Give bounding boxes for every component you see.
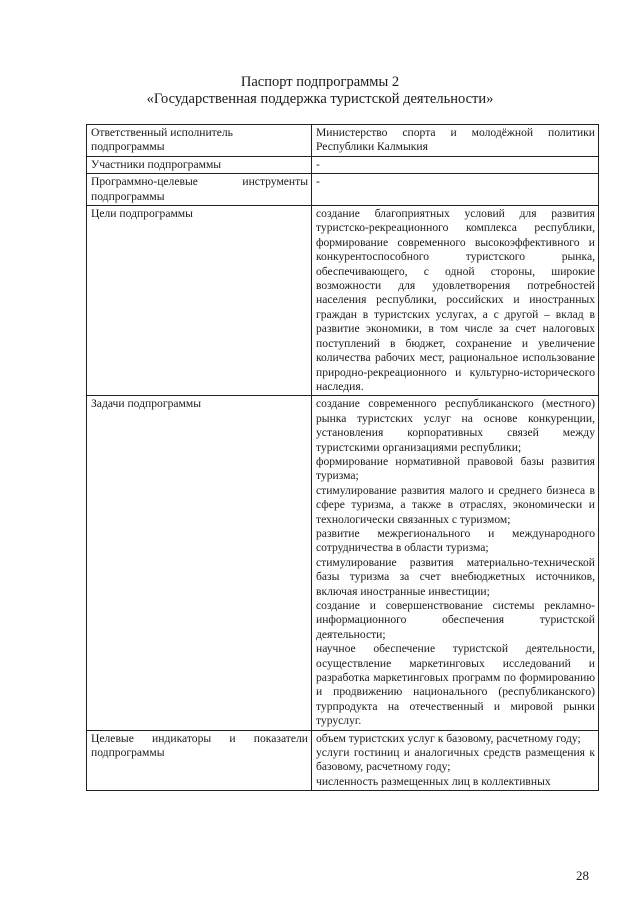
value-line: численность размещенных лиц в коллективных (316, 774, 551, 788)
row-label: Участники подпрограммы (87, 156, 312, 173)
row-value (312, 396, 599, 730)
value-line: создание современного республиканского (местного) рынка туристских услуг на основе конкуренции, установления корпоративных связей между туристскими организациями республики; (316, 397, 595, 454)
value-line: услуги гостиниц и аналогичных средств размещения к базовому, расчетному году; (316, 746, 595, 774)
value-line: формирование нормативной правовой базы развития туризма; (316, 454, 595, 483)
passport-table (86, 124, 599, 791)
value-line: - (316, 157, 320, 171)
document-title (0, 74, 640, 108)
table-row (87, 174, 599, 206)
value-line: развитие межрегионального и международного сотрудничества в области туризма; (316, 526, 595, 555)
row-label: Программно-целевые инструменты подпрограммы (87, 174, 312, 206)
row-value (312, 206, 599, 396)
table-row (87, 125, 599, 157)
table-row (87, 156, 599, 173)
title-line-2: «Государственная поддержка туристской деятельности» (146, 91, 494, 107)
row-value (312, 174, 599, 206)
row-label: Цели подпрограммы (87, 206, 312, 396)
value-line: объем туристских услуг к базовому, расчетному году; (316, 731, 581, 745)
row-value (312, 125, 599, 157)
table-row (87, 730, 599, 791)
value-line: научное обеспечение туристской деятельности, осуществление маркетинговых исследований и разработка маркетинговых программ по формированию и продвижению национального (республиканского) турпродукта на отечественный и мировой рынки туруслуг. (316, 642, 595, 728)
value-line: Министерство спорта и молодёжной политики Республики Калмыкия (316, 126, 595, 154)
row-value (312, 156, 599, 173)
row-label: Ответственный исполнитель подпрограммы (87, 125, 312, 157)
value-line: стимулирование развития малого и среднего бизнеса в сфере туризма, а также в отраслях, экономически и технологически связанных с туризмом; (316, 483, 595, 526)
value-line: - (316, 175, 320, 189)
value-line: создание и совершенствование системы рекламно-информационного обеспечения туристской деятельности; (316, 599, 595, 641)
title-line-1: Паспорт подпрограммы 2 (240, 74, 400, 90)
page-number: 28 (576, 868, 589, 883)
table-row (87, 206, 599, 396)
value-line: стимулирование развития материально-технической базы туризма за счет внебюджетных источников, включая иностранные инвестиции; (316, 555, 595, 598)
value-line: создание благоприятных условий для развития туристско-рекреационного комплекса республики, формирование современного высокоэффективного и конкурентоспособного туристского рынка, обеспечивающего, с одной стороны, широкие возможности для удовлетворения потребностей населения республики, российских и иностранных граждан в туристских услугах, а с другой – вклад в развитие экономики, в том числе за счет налоговых поступлений в бюджет, сохранение и увеличение количества рабочих мест, рациональное использование природно-рекреационного и культурно-исторического наследия. (316, 207, 595, 393)
row-label: Целевые индикаторы и показатели подпрограммы (87, 730, 312, 791)
table-row (87, 396, 599, 730)
row-value (312, 730, 599, 791)
row-label: Задачи подпрограммы (87, 396, 312, 730)
